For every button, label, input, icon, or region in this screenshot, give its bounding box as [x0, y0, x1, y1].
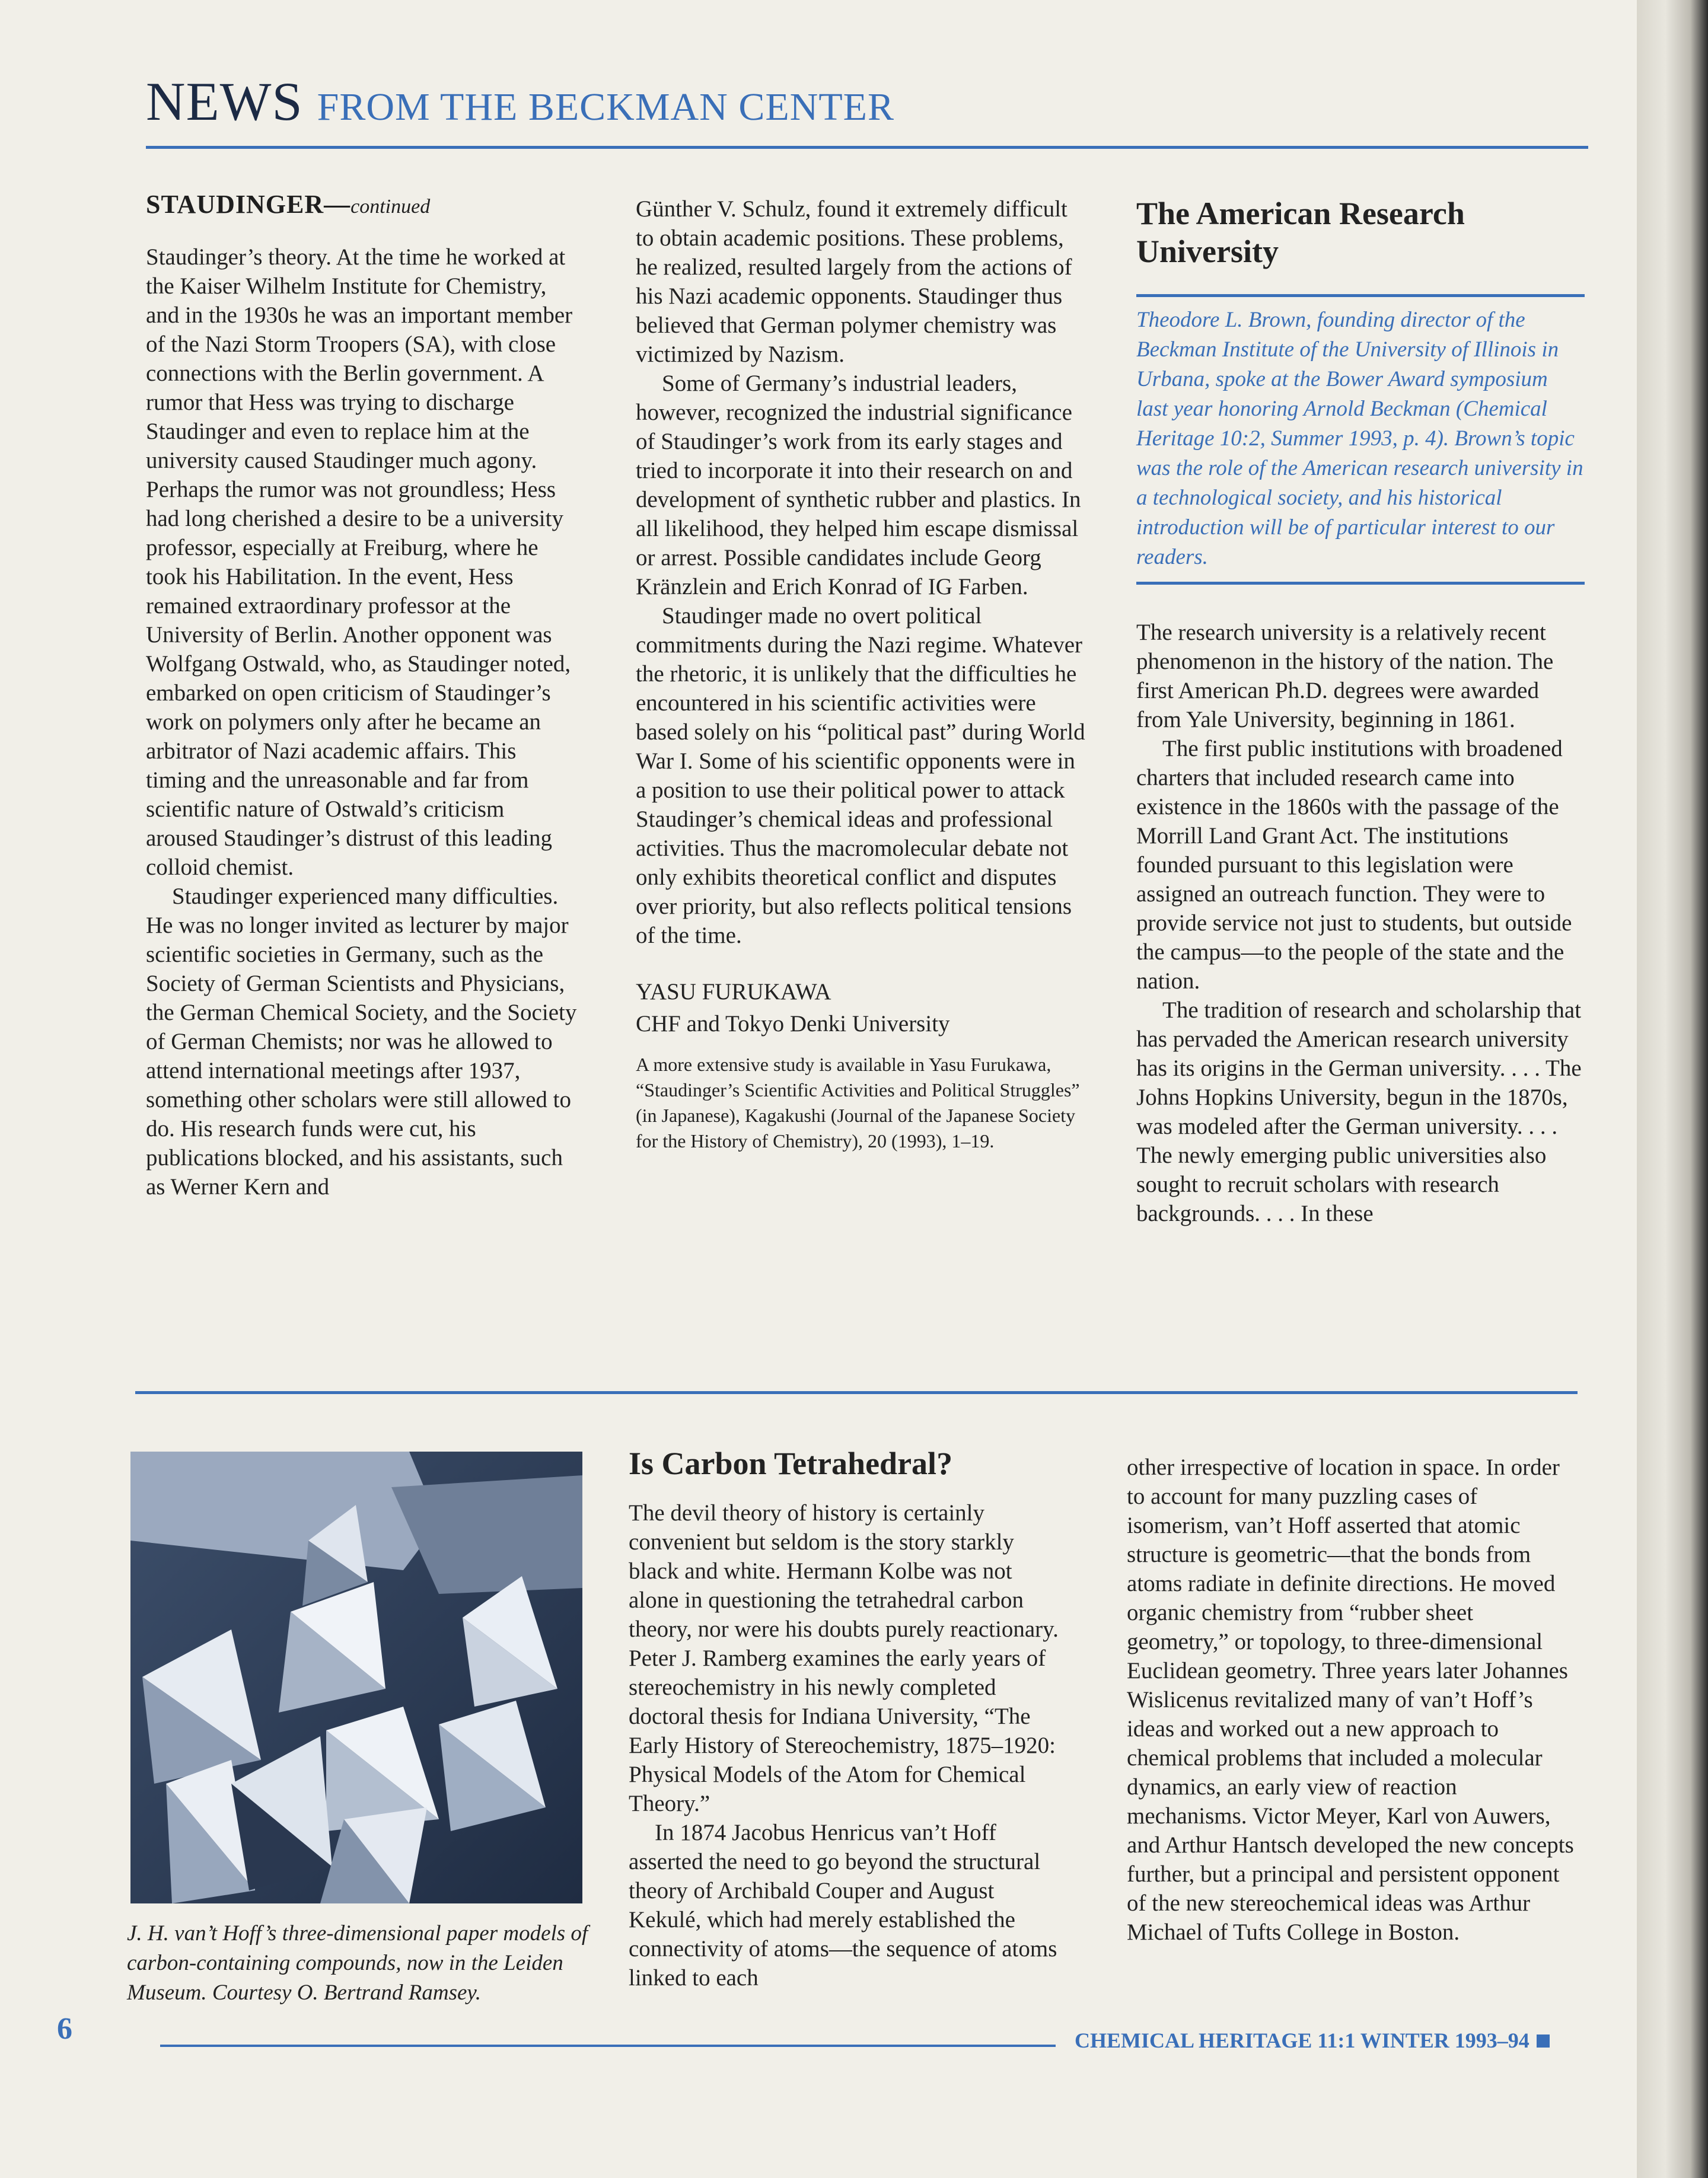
header-rule	[146, 146, 1588, 149]
staudinger-column-2	[636, 194, 1086, 1154]
staudinger-column-1	[146, 190, 579, 1201]
paragraph: The first public institutions with broadened charters that included research came into existence in the 1860s with the passage of the Morrill Land Grant Act. The institutions founded pursuant to this legislation were assigned an outreach function. They were to provide service not just to students, but outside the campus—to the people of the state and the nation.	[1136, 736, 1572, 994]
carbon-column-1	[629, 1446, 1059, 1992]
paragraph: Staudinger experienced many difficulties. He was no longer invited as lecturer by major scientific societies in Germany, such as the Society of German Scientists and Physicians, the German Chemical Society, and the Society of German Chemists; nor was he allowed to attend international meetings after 1937, something other scholars were still allowed to do. His research funds were cut, his publications blocked, and his assistants, such as Werner Kern and	[146, 884, 577, 1200]
footer-rule	[160, 2045, 1056, 2047]
author-affiliation: CHF and Tokyo Denki University	[636, 1011, 950, 1037]
article-title: Is Carbon Tetrahedral?	[629, 1446, 953, 1481]
header-title-sub: FROM THE BECKMAN CENTER	[317, 85, 895, 129]
photo-caption: J. H. van’t Hoff’s three-dimensional paper models of carbon-containing compounds, now in the Leiden Museum. Courtesy O. Bertrand Ramsey.	[127, 1921, 588, 2005]
sidebar-intro: Theodore L. Brown, founding director of the Beckman Institute of the University of Illinois in Urbana, spoke at the Bower Award symposium last year honoring Arnold Beckman (Chemical Heritage 10:2, Summer 1993, p. 4). Brown’s topic was the role of the American research university in a technological society, and his historical introduction will be of particular interest to our readers.	[1136, 294, 1585, 585]
square-bullet-icon	[1537, 2034, 1550, 2048]
paragraph: The tradition of research and scholarship that has pervaded the American research university has its origins in the German university. . . . The Johns Hopkins University, begun in the 1870s, was modeled after the German university. . . . The newly emerging public universities also sought to recruit scholars with research backgrounds. . . . In these	[1136, 997, 1582, 1226]
tetrahedra-photo	[130, 1452, 582, 1903]
carbon-column-2	[1127, 1453, 1575, 1947]
author-name: YASU FURUKAWA	[636, 979, 831, 1005]
paragraph: The research university is a relatively recent phenomenon in the history of the nation. The first American Ph.D. degrees were awarded from Yale University, beginning in 1861.	[1136, 620, 1554, 732]
journal-footer	[1075, 2028, 1550, 2053]
reference-note: A more extensive study is available in Yasu Furukawa, “Staudinger’s Scientific Activities and Political Struggles” (in Japanese), Kagakushi (Journal of the Japanese Society for the History of Chemistry), 20 (1993), 1–19.	[636, 1054, 1080, 1152]
section-label-continued: continued	[350, 196, 431, 218]
paragraph: Staudinger’s theory. At the time he worked at the Kaiser Wilhelm Institute for Chemistry, and in the 1930s he was an important member of the Nazi Storm Troopers (SA), with close connections with the Berlin government. A rumor that Hess was trying to discharge Staudinger and even to replace him at the university caused Staudinger much agony. Perhaps the rumor was not groundless; Hess had long cherished a desire to be a university professor, especially at Freiburg, where he took his Habilitation. In the event, Hess remained extraordinary professor at the University of Berlin. Another opponent was Wolfgang Ostwald, who, as Staudinger noted, embarked on open criticism of Staudinger’s work on polymers only after he became an arbitrator of Nazi academic affairs. This timing and the unreasonable and far from scientific nature of Ostwald’s criticism aroused Staudinger’s distrust of this leading colloid chemist.	[146, 244, 573, 880]
paragraph: Some of Germany’s industrial leaders, however, recognized the industrial significance of Staudinger’s work from its early stages and tried to incorporate it into their research on and development of synthetic rubber and plastics. In all likelihood, they helped him escape dismissal or arrest. Possible candidates include Georg Kränzlein and Erich Konrad of IG Farben.	[636, 371, 1081, 599]
page-number: 6	[57, 2012, 72, 2046]
paragraph: In 1874 Jacobus Henricus van’t Hoff asserted the need to go beyond the structural theory of Archibald Couper and August Kekulé, which had merely established the connectivity of atoms—the sequence of atoms linked to each	[629, 1820, 1057, 1991]
paragraph: Günther V. Schulz, found it extremely difficult to obtain academic positions. These problems, he realized, resulted largely from the actions of his Nazi academic opponents. Staudinger thus believed that German polymer chemistry was victimized by Nazism.	[636, 196, 1072, 367]
sidebar-title: The American Research University	[1136, 196, 1465, 269]
paragraph: other irrespective of location in space. In order to account for many puzzling cases of isomerism, van’t Hoff asserted that atomic structure is geometric—that the bonds from atoms radiate in definite directions. He moved organic chemistry from “rubber sheet geometry,” or topology, to three-dimensional Euclidean geometry. Three years later Johannes Wislicenus revitalized many of van’t Hoff’s ideas and worked out a new approach to chemical problems that included a molecular dynamics, an early view of reaction mechanisms. Victor Meyer, Karl von Auwers, and Arthur Hantsch developed the new concepts further, but a principal and persistent opponent of the new stereochemical ideas was Arthur Michael of Tufts College in Boston.	[1127, 1455, 1574, 1945]
page-header	[146, 70, 894, 133]
american-research-sidebar	[1136, 194, 1585, 1228]
paragraph: The devil theory of history is certainly convenient but seldom is the story starkly black and white. Hermann Kolbe was not alone in questioning the tetrahedral carbon theory, nor were his doubts purely reactionary. Peter J. Ramberg examines the early years of stereochemistry in his newly completed doctoral thesis for Indiana University, “The Early History of Stereochemistry, 1875–1920: Physical Models of the Atom for Chemical Theory.”	[629, 1500, 1059, 1816]
section-divider	[135, 1391, 1578, 1394]
paragraph: Staudinger made no overt political commitments during the Nazi regime. Whatever the rhetoric, it is unlikely that the difficulties he encountered in his scientific activities were based solely on his “political past” during World War I. Some of his scientific opponents were in a position to use their political power to attack Staudinger’s chemical ideas and professional activities. Thus the macromolecular debate not only exhibits theoretical conflict and disputes over priority, but also reflects political tensions of the time.	[636, 603, 1085, 948]
header-title-main: NEWS	[146, 71, 303, 132]
binding-edge	[1637, 0, 1708, 2178]
section-label-text: STAUDINGER—	[146, 190, 351, 219]
section-label	[146, 190, 579, 221]
journal-title: CHEMICAL HERITAGE 11:1 WINTER 1993–94	[1075, 2029, 1529, 2052]
